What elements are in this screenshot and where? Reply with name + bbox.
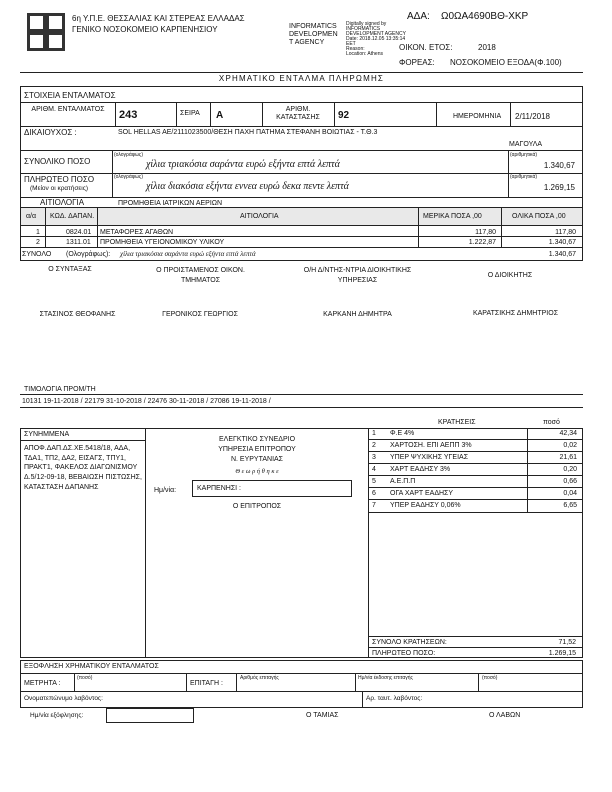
- deductions-total-label: ΣΥΝΟΛΟ ΚΡΑΤΗΣΕΩΝ:: [372, 639, 447, 646]
- stamp-line: DEVELOPMENT AGENCY: [346, 31, 406, 37]
- payable-amount-numeric: 1.269,15: [543, 183, 575, 192]
- cash-label: ΜΕΤΡΗΤΑ :: [24, 680, 61, 687]
- hospital-logo: [27, 13, 65, 51]
- deduction-value: 21,61: [559, 454, 577, 461]
- invoices-value: 10131 19-11-2018 / 22179 31-10-2018 / 22476 30-11-2018 / 27086 19-11-2018 /: [22, 398, 271, 405]
- deduction-no: 7: [372, 502, 376, 509]
- payable-amount-label: ΠΛΗΡΩΤΕΟ ΠΟΣΟ: [24, 175, 95, 184]
- audit-line-3: Ν. ΕΥΡΥΤΑΝΙΑΣ: [230, 456, 284, 463]
- deduction-value: 0,02: [563, 442, 577, 449]
- document-title: ΧΡΗΜΑΤΙΚΟ ΕΝΤΑΛΜΑ ΠΛΗΡΩΜΗΣ: [218, 74, 385, 83]
- name-finance-head: ΓΕΡΟΝΙΚΟΣ ΓΕΩΡΓΙΟΣ: [162, 311, 238, 318]
- check-number-hint: Αριθμός επιταγής: [240, 675, 279, 681]
- role-finance-head: Ο ΠΡΟΙΣΤΑΜΕΝΟΣ ΟΙΚΟΝ. ΤΜΗΜΑΤΟΣ: [156, 267, 245, 284]
- invoices-label: ΤΙΜΟΛΟΓΙΑ ΠΡΟΜ/ΤΗ: [24, 386, 96, 393]
- cashier-label: Ο ΤΑΜΙΑΣ: [306, 712, 339, 719]
- audit-signer: Ο ΕΠΙΤΡΟΠΟΣ: [232, 503, 282, 510]
- row-1-aa: 1: [36, 229, 40, 236]
- total-amount-words: χίλια τριακόσια σαράντα ευρώ εξήντα επτά λεπτά: [146, 159, 340, 170]
- deduction-no: 4: [372, 466, 376, 473]
- deduction-name: ΥΠΕΡ ΨΥΧΙΚΗΣ ΥΓΕΙΑΣ: [390, 454, 469, 461]
- deduction-no: 5: [372, 478, 376, 485]
- deduction-name: ΧΑΡΤ ΕΑΔΗΣΥ 3%: [390, 466, 451, 473]
- payment-number-label: ΑΡΙΘΜ. ΕΝΤΑΛΜΑΤΟΣ: [31, 106, 105, 113]
- deduction-name: ΥΠΕΡ ΕΑΔΗΣΥ 0,06%: [390, 502, 461, 509]
- deduction-name: ΟΓΑ ΧΑΡΤ ΕΑΔΗΣΥ: [390, 490, 454, 497]
- stamp-line: Digitally signed by: [346, 21, 387, 27]
- date-value: 2/11/2018: [515, 112, 550, 121]
- col-aa: α/α: [26, 213, 37, 220]
- ada-value: Ω0ΩΑ4690ΒΘ-ΧΚΡ: [441, 11, 529, 22]
- row-1-reason: ΜΕΤΑΦΟΡΕΣ ΑΓΑΘΩΝ: [100, 229, 174, 236]
- row-1-total: 117,80: [555, 229, 576, 236]
- in-numbers-label: (αριθμητικά): [510, 174, 538, 180]
- payment-number-value: 243: [119, 109, 138, 121]
- authority-line-2: ΓΕΝΙΚΟ ΝΟΣΟΚΟΜΕΙΟ ΚΑΡΠΕΝΗΣΙΟΥ: [72, 25, 218, 34]
- row-1-partial: 117,80: [475, 229, 496, 236]
- name-governor: ΚΑΡΑΤΣΙΚΗΣ ΔΗΜΗΤΡΙΟΣ: [472, 310, 559, 317]
- total-amount-label: ΣΥΝΟΛΙΚΟ ΠΟΣΟ: [24, 157, 91, 166]
- fiscal-year-value: 2018: [478, 43, 496, 52]
- audit-date-label: Ημ/νία:: [154, 487, 177, 494]
- row-1-code: 0824.01: [66, 229, 92, 236]
- authority-line-1: 6η Υ.Π.Ε. ΘΕΣΣΑΛΙΑΣ ΚΑΙ ΣΤΕΡΕΑΣ ΕΛΛΑΔΑΣ: [72, 14, 245, 23]
- deduction-value: 0,04: [563, 490, 577, 497]
- deduction-value: 42,34: [559, 430, 577, 437]
- foreas-label: ΦΟΡΕΑΣ:: [399, 58, 435, 67]
- audit-line-2: ΥΠΗΡΕΣΙΑ ΕΠΙΤΡΟΠΟΥ: [218, 446, 296, 453]
- info-title-1: INFORMATICS: [289, 23, 337, 30]
- receiver-label: Ο ΛΑΒΩΝ: [489, 712, 521, 719]
- row-2-code: 1311.01: [66, 239, 91, 246]
- series-label: ΣΕΙΡΑ: [180, 110, 200, 117]
- deduction-no: 3: [372, 454, 376, 461]
- net-payable-label: ΠΛΗΡΩΤΕΟ ΠΟΣΟ:: [372, 650, 436, 657]
- role-admin-director: Ο/Η Δ/ΝΤΗΣ-ΝΤΡΙΑ ΔΙΟΙΚΗΤΙΚΗΣ ΥΠΗΡΕΣΙΑΣ: [303, 267, 412, 284]
- name-compiler: ΣΤΑΣΙΝΟΣ ΘΕΟΦΑΝΗΣ: [39, 311, 116, 318]
- id-label: Αρ. ταυτ. λαβόντος:: [366, 695, 423, 702]
- col-reason: ΑΙΤΙΟΛΟΓΙΑ: [240, 213, 279, 220]
- audit-place: ΚΑΡΠΕΝΗΣΙ :: [197, 485, 242, 492]
- stamp-line: Reason:: [346, 46, 365, 52]
- net-payable-value: 1.269,15: [548, 650, 576, 657]
- section-title: ΣΤΟΙΧΕΙΑ ΕΝΤΑΛΜΑΤΟΣ: [24, 91, 116, 100]
- in-words-label: (ολογράφως): [114, 174, 144, 180]
- beneficiary-value: SOL HELLAS AE/2111023500/ΘΕΣΗ ΠΑΧΗ ΠΑΤΗΜΑ ΣΤΕΦΑΝΗ ΒΟΙΩΤΙΑΣ - Τ.Θ.3: [118, 129, 378, 136]
- role-compiler: Ο ΣΥΝΤΑΞΑΣ: [48, 266, 92, 273]
- sum-words: χίλια τριακόσια σαράντα ευρώ εξήντα επτά λεπτά: [120, 250, 256, 258]
- clearance-date-label: Ημ/νία εξόφλησης:: [30, 712, 84, 719]
- attachments-text: ΑΠΟΦ.ΔΑΠ.ΔΣ.ΧΕ.5418/18, ΑΔΑ, ΤΔΑ1, ΤΠ2, ΔΑ2, ΕΙΣΑΓΣ, ΤΠΥ1, ΠΡΑΚΤ1, ΦΑΚΕΛΟΣ ΔΙΑΓΩΝΙΣΜΟΥ Δ.5/12-09-18, ΒΕΒΑΙΩΣΗ ΠΙΣΤΩΣΗΣ, ΚΑΤΑΣΤΑΣΗ ΔΑΠΑΝΗΣ: [24, 445, 142, 491]
- deduction-no: 6: [372, 490, 376, 497]
- beneficiary-label: ΔΙΚΑΙΟΥΧΟΣ :: [24, 128, 77, 137]
- attachments-title: ΣΥΝΗΜΜΕΝΑ: [24, 431, 70, 438]
- deduction-name: Φ.Ε 4%: [390, 430, 415, 437]
- in-words-label: (ολογράφως): [114, 152, 144, 158]
- deduction-no: 2: [372, 442, 376, 449]
- role-governor: Ο ΔΙΟΙΚΗΤΗΣ: [487, 272, 533, 279]
- info-title-2: DEVELOPMEN: [289, 31, 338, 38]
- cash-amount-hint: (ποσό): [77, 675, 93, 681]
- ada-label: ΑΔΑ:: [407, 11, 430, 22]
- statement-number-value: 92: [338, 110, 350, 121]
- sum-words-label: (Ολογράφως):: [66, 251, 111, 258]
- name-admin-director: ΚΑΡΚΑΝΗ ΔΗΜΗΤΡΑ: [323, 311, 392, 318]
- fiscal-year-label: ΟΙΚΟΝ. ΕΤΟΣ:: [399, 43, 453, 52]
- deduction-name: ΧΑΡΤΟΣΗ. ΕΠΙ ΑΕΠΠ 3%: [390, 442, 472, 449]
- check-amount-hint: (ποσό): [482, 675, 498, 681]
- row-2-reason: ΠΡΟΜΗΘΕΙΑ ΥΓΕΙΟΝΟΜΙΚΟΥ ΥΛΙΚΟΥ: [100, 239, 225, 246]
- series-value: Α: [216, 110, 224, 121]
- sum-label: ΣΥΝΟΛΟ: [22, 251, 52, 258]
- payable-amount-sublabel: (Μείον οι κρατήσεις): [30, 185, 88, 192]
- statement-number-label: ΑΡΙΘΜ. ΚΑΤΑΣΤΑΣΗΣ: [276, 106, 320, 122]
- clearance-date-box: [106, 708, 194, 723]
- payable-amount-words: χίλια διακόσια εξήντα εννεα ευρώ δεκα πεντε λεπτά: [146, 181, 349, 192]
- total-amount-numeric: 1.340,67: [543, 161, 575, 170]
- stamp-line: Location: Athens: [346, 51, 383, 57]
- deduction-name: Α.Ε.Π.Π: [390, 478, 416, 485]
- deduction-value: 0,66: [563, 478, 577, 485]
- check-label: ΕΠΙΤΑΓΗ :: [190, 680, 223, 687]
- audit-line-1: ΕΛΕΓΚΤΙΚΟ ΣΥΝΕΔΡΙΟ: [218, 436, 296, 443]
- lines-table-header: [21, 208, 582, 225]
- beneficiary-city: ΜΑΓΟΥΛΑ: [509, 141, 543, 148]
- foreas-value: ΝΟΣΟΚΟΜΕΙΟ ΕΞΟΔΑ(Φ.100): [450, 58, 562, 67]
- deduction-value: 6,65: [563, 502, 577, 509]
- row-2-total: 1.340,67: [548, 239, 576, 246]
- col-total: ΟΛΙΚΑ ΠΟΣΑ ,00: [512, 213, 566, 220]
- row-2-partial: 1.222,87: [468, 239, 496, 246]
- sum-value: 1.340,67: [548, 251, 576, 258]
- reason-value: ΠΡΟΜΗΘΕΙΑ ΙΑΤΡΙΚΩΝ ΑΕΡΙΩΝ: [118, 200, 223, 207]
- deductions-amount-header: ποσό: [543, 419, 560, 426]
- issue-date-hint: Ημ/νία έκδοσης επιταγής: [358, 675, 413, 681]
- row-2-aa: 2: [36, 239, 40, 246]
- deductions-title: ΚΡΑΤΗΣΕΙΣ: [438, 419, 476, 426]
- audit-seen: Θ ε ω ρ ή θ η κ ε: [235, 468, 279, 475]
- deduction-no: 1: [372, 430, 376, 437]
- deduction-value: 0,20: [563, 466, 577, 473]
- col-partial: ΜΕΡΙΚΑ ΠΟΣΑ ,00: [423, 213, 482, 220]
- date-label: ΗΜΕΡΟΜΗΝΙΑ: [453, 113, 502, 120]
- reason-label: ΑΙΤΙΟΛΟΓΙΑ: [40, 198, 85, 207]
- recipient-label: Ονοματεπώνυμο λαβόντος:: [24, 695, 103, 702]
- info-title-3: T AGENCY: [289, 39, 325, 46]
- stamp-line: EET: [346, 41, 356, 47]
- in-numbers-label: (αριθμητικά): [510, 152, 538, 158]
- digital-signature-stamp: [346, 21, 406, 57]
- stamp-line: INFORMATICS: [346, 26, 381, 32]
- col-code: ΚΩΔ. ΔΑΠΑΝ.: [50, 213, 95, 220]
- deductions-total-value: 71,52: [558, 639, 576, 646]
- stamp-line: Date: 2018.12.05 13:35:14: [346, 36, 406, 42]
- clearance-title: ΕΞΟΦΛΗΣΗ ΧΡΗΜΑΤΙΚΟΥ ΕΝΤΑΛΜΑΤΟΣ: [24, 663, 159, 670]
